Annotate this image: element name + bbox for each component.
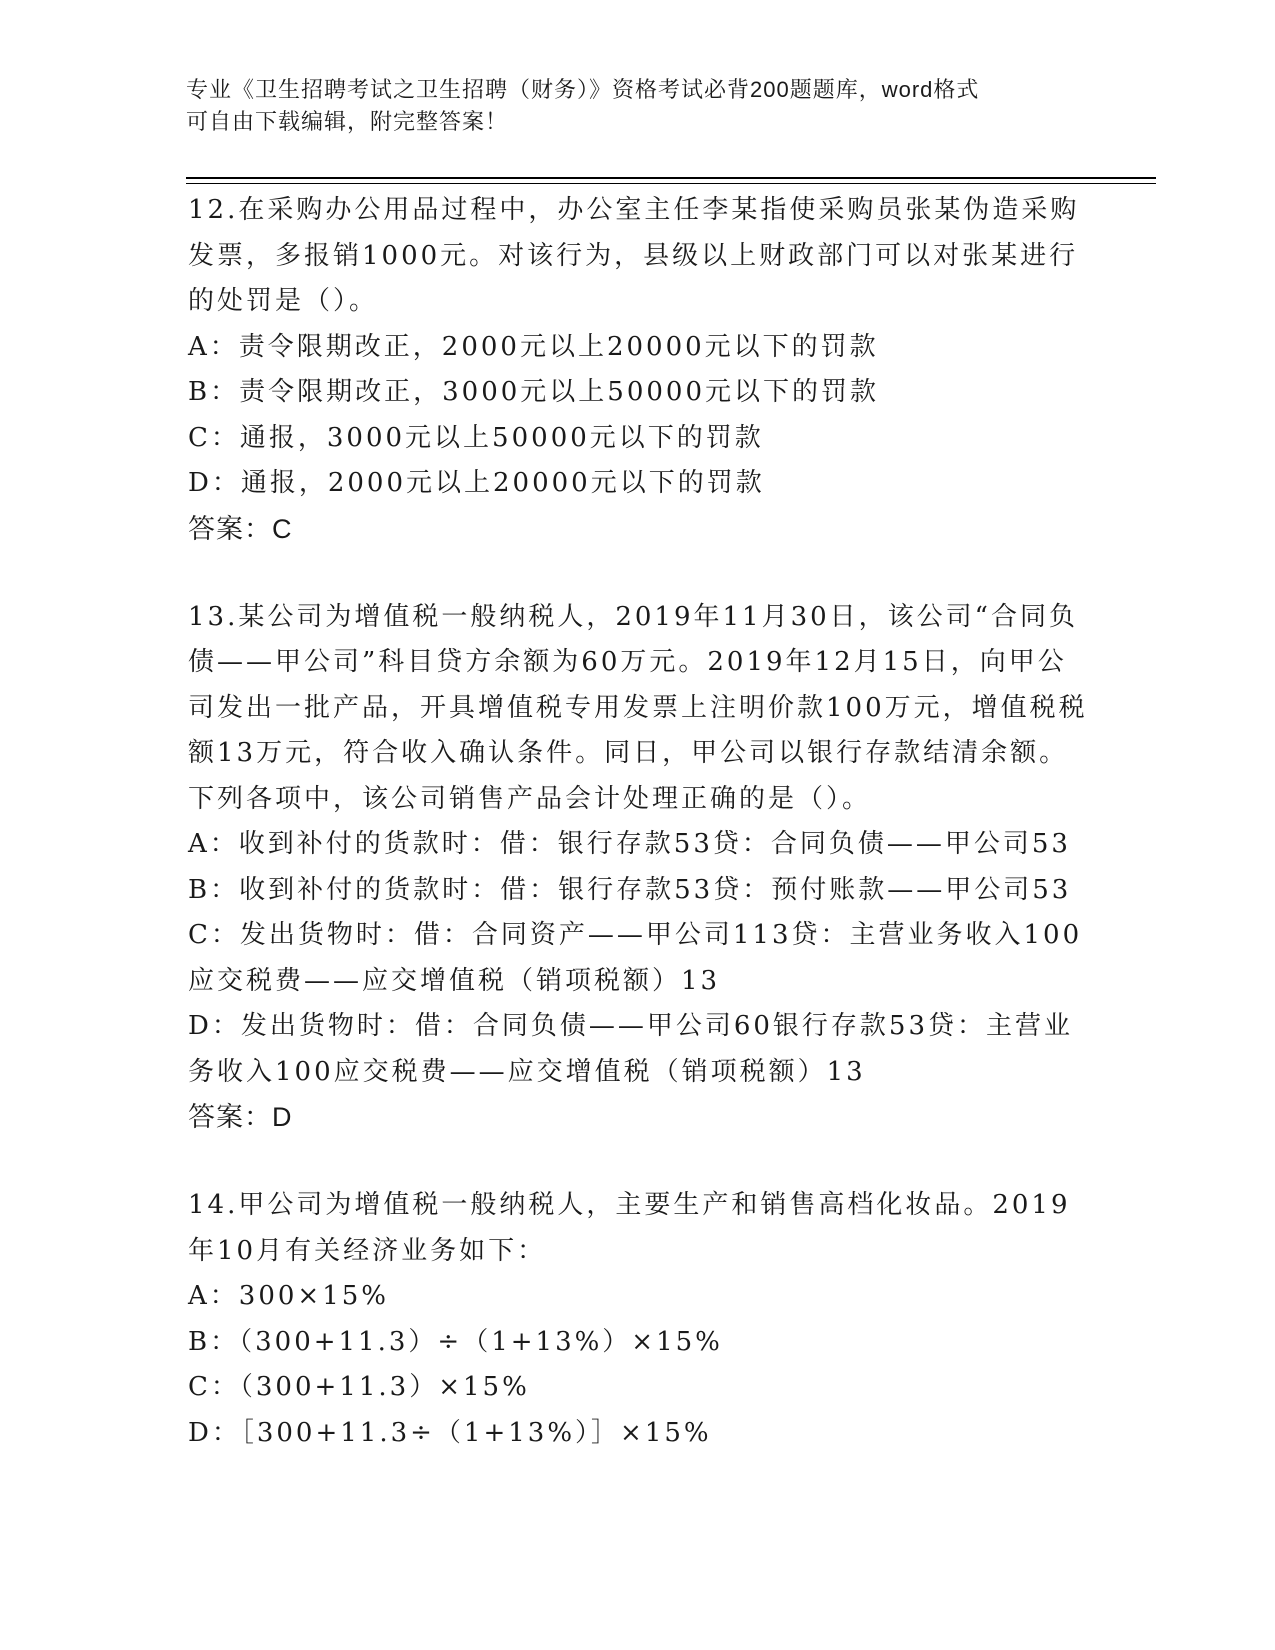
header-title-line-1: 专业《卫生招聘考试之卫生招聘（财务）》资格考试必背200题题库，word格式: [186, 77, 980, 102]
question-12: [188, 188, 1088, 552]
header-divider-thin: [186, 183, 1156, 184]
option-b: B：责令限期改正，3000元以上50000元以下的罚款: [188, 377, 879, 407]
option-c: C：通报，3000元以上50000元以下的罚款: [188, 422, 764, 453]
option-c: C：发出货物时：借：合同资产——甲公司113贷：主营业务收入100应交税费——应交增值税（销项税额）13: [188, 920, 1083, 996]
option-a: A：收到补付的货款时：借：银行存款53贷：合同负债——甲公司53: [188, 829, 1071, 859]
question-14: [188, 1183, 1088, 1456]
question-stem: 14.甲公司为增值税一般纳税人，主要生产和销售高档化妆品。2019年10月有关经济业务如下：: [188, 1190, 1071, 1266]
header-divider-thick: [186, 177, 1156, 179]
question-list: [188, 188, 1088, 1499]
option-a: A：300×15%: [188, 1281, 389, 1311]
option-b: B：（300+11.3）÷（1+13%）×15%: [188, 1326, 723, 1357]
question-stem: 13.某公司为增值税一般纳税人，2019年11月30日，该公司“合同负债——甲公司”科目贷方余额为60万元。2019年12月15日，向甲公司发出一批产品，开具增值税专用发票上注明价款100万元，增值税税额13万元，符合收入确认条件。同日，甲公司以银行存款结清余额。下列各项中，该公司销售产品会计处理正确的是（）。: [188, 601, 1088, 814]
option-d: D：通报，2000元以上20000元以下的罚款: [188, 468, 765, 498]
option-d: D：［300+11.3÷（1+13%）］×15%: [188, 1417, 712, 1448]
option-a: A：责令限期改正，2000元以上20000元以下的罚款: [188, 331, 879, 362]
document-header: [186, 74, 1086, 138]
option-c: C：（300+11.3）×15%: [188, 1372, 530, 1402]
option-d: D：发出货物时：借：合同负债——甲公司60银行存款53贷：主营业务收入100应交税费——应交增值税（销项税额）13: [188, 1011, 1074, 1087]
header-title-line-2: 可自由下载编辑，附完整答案！: [186, 109, 509, 134]
question-stem: 12.在采购办公用品过程中，办公室主任李某指使采购员张某伪造采购发票，多报销1000元。对该行为，县级以上财政部门可以对张某进行的处罚是（）。: [188, 195, 1080, 316]
option-b: B：收到补付的货款时：借：银行存款53贷：预付账款——甲公司53: [188, 874, 1072, 905]
question-13: [188, 595, 1088, 1141]
answer-line: 答案：C: [188, 513, 293, 544]
answer-line: 答案：D: [188, 1102, 293, 1132]
